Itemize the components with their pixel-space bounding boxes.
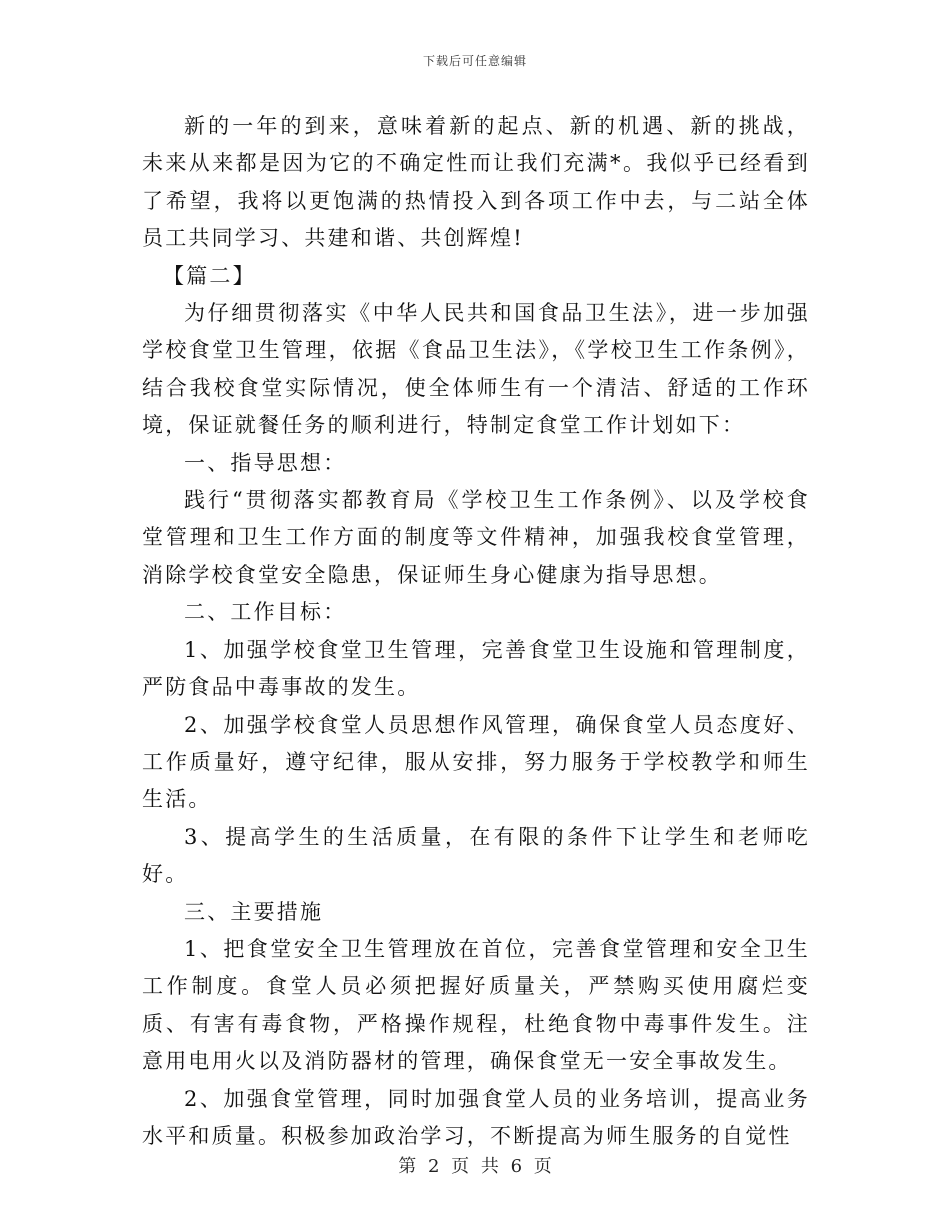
paragraph-goal-1: 1、加强学校食堂卫生管理，完善食堂卫生设施和管理制度，严防食品中毒事故的发生。: [142, 637, 810, 700]
header-note: 下载后可任意编辑: [422, 54, 527, 68]
section-heading-part-two: 【篇二】: [163, 263, 256, 288]
paragraph-goal-2: 2、加强学校食堂人员思想作风管理，确保食堂人员态度好、工作质量好，遵守纪律，服从安排，努力服务于学校教学和师生生活。: [142, 712, 810, 812]
page-number-footer: 第 2 页 共 6 页: [398, 1156, 552, 1177]
paragraph-guiding-ideology: 践行“贯彻落实都教育局《学校卫生工作条例》、以及学校食堂管理和卫生工作方面的制度等文件精神，加强我校食堂管理，消除学校食堂安全隐患，保证师生身心健康为指导思想。: [142, 488, 810, 587]
paragraph-measure-2: 2、加强食堂管理，同时加强食堂人员的业务培训，提高业务水平和质量。积极参加政治学习，不断提高为师生服务的自觉性: [142, 1086, 810, 1148]
paragraph-measure-1: 1、把食堂安全卫生管理放在首位，完善食堂管理和安全卫生工作制度。食堂人员必须把握好质量关，严禁购买使用腐烂变质、有害有毒食物，严格操作规程，杜绝食物中毒事件发生。注意用电用火以及消防器材的管理，确保食堂无一安全事故发生。: [142, 936, 810, 1074]
heading-work-goals: 二、工作目标：: [184, 600, 347, 625]
paragraph-goal-3: 3、提高学生的生活质量，在有限的条件下让学生和老师吃好。: [142, 824, 810, 887]
heading-main-measures: 三、主要措施: [184, 899, 324, 924]
paragraph-intro: 为仔细贯彻落实《中华人民共和国食品卫生法》，进一步加强学校食堂卫生管理，依据《食品卫生法》，《学校卫生工作条例》，结合我校食堂实际情况，使全体师生有一个清洁、舒适的工作环境，保证就餐任务的顺利进行，特制定食堂工作计划如下：: [142, 301, 810, 438]
paragraph-closing: 新的一年的到来，意味着新的起点、新的机遇、新的挑战，未来从来都是因为它的不确定性而让我们充满*。我似乎已经看到了希望，我将以更饱满的热情投入到各项工作中去，与二站全体员工共同学习、共建和谐、共创辉煌!: [142, 114, 810, 251]
document-body: [142, 108, 810, 1155]
heading-guiding-ideology: 一、指导思想：: [184, 450, 347, 475]
